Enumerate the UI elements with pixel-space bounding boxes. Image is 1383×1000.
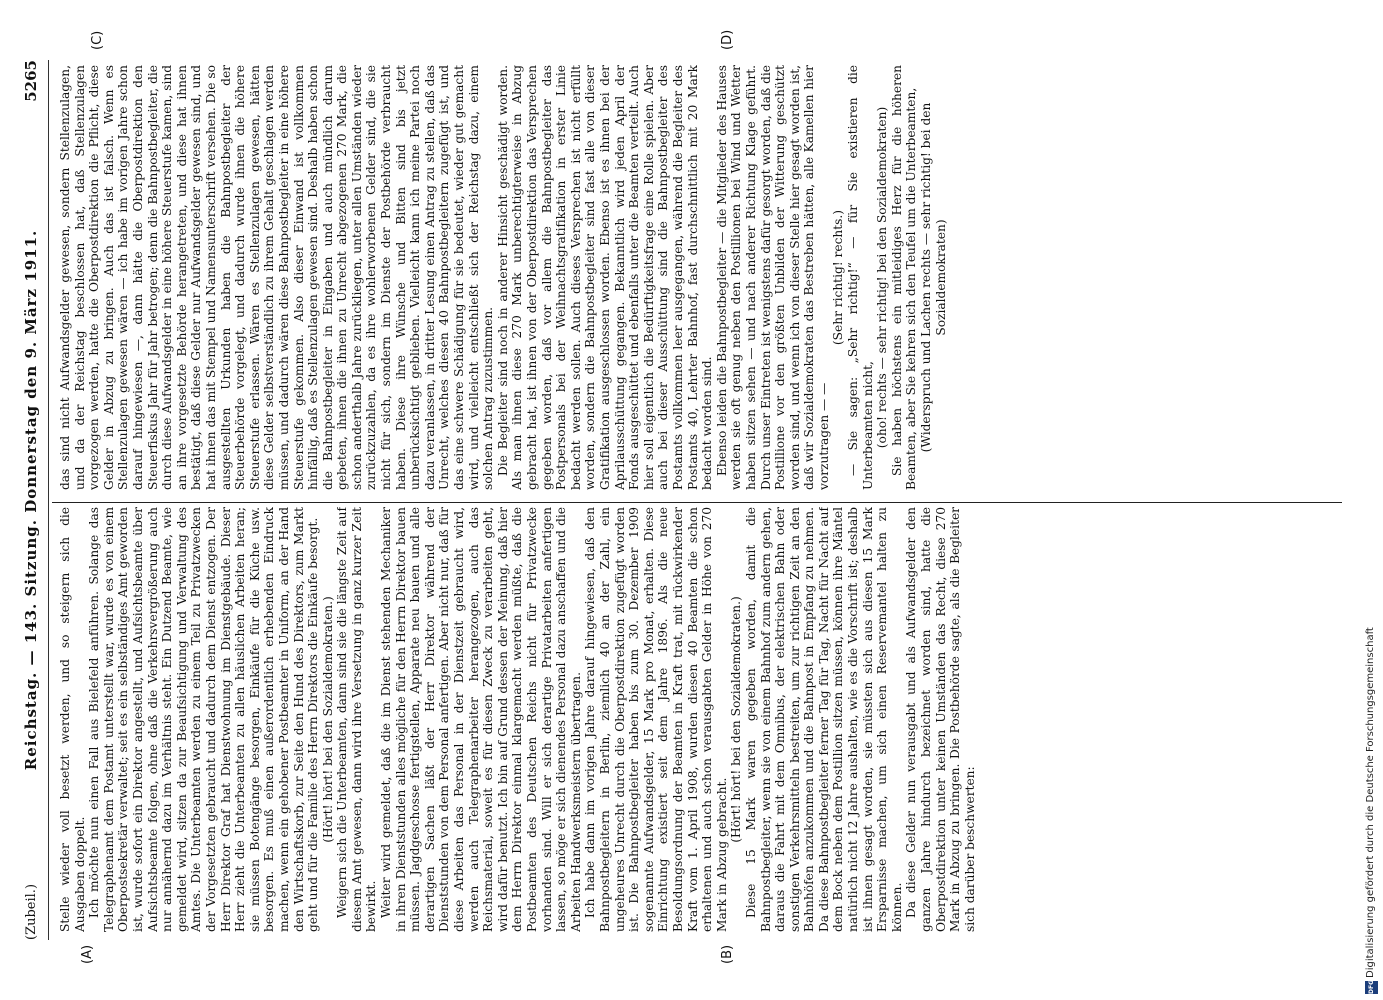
paragraph: Diese 15 Mark waren gegeben worden, damit die Bahnpostbegleiter, wenn sie von einem Bahnhof zum andern gehen, daraus die Fahrt mit dem Omnibus, der elektrischen Bahn oder sonstigen Verkehrsmitteln bestreiten, um zur richtigen Zeit an den Bahnhöfen anzukommen und die Bahnpost in Empfang zu nehmen. Da diese Bahnpostbegleiter ferner Tag für Tag, Nacht für Nacht auf dem Bock neben dem Postillion sitzen müssen, können ihre Mäntel natürlich nicht 12 Jahre aushalten, wie es die Vorschrift ist; deshalb ist ihnen gesagt worden, sie müssten sich aus diesen 15 Mark Ersparnisse machen, um sich einen Reservemantel halten zu können. — [743, 507, 904, 932]
paragraph: Ich habe dann im vorigen Jahre darauf hingewiesen, daß den Bahnpostbegleitern in Berlin, ziemlich 40 an der Zahl, ein ungeheures Unrecht durch die Oberpostdirektion zugefügt worden ist. Die Bahnpostbegleiter haben bis zum 30. Dezember 1909 sogenannte Aufwandsgelder, 15 Mark pro Monat, erhalten. Diese Einrichtung existiert seit dem Jahre 1896. Als die neue Besoldungsordnung der Beamten in Kraft trat, mit rückwirkender Kraft vom 1. April 1908, wurden diesen 40 Beamten die schon erhaltenen und auch schon verausgabten Gelder in Höhe von 270 Mark in Abzug gebracht. — [583, 507, 729, 932]
page-footer — [1362, 0, 1382, 1000]
page-header — [18, 60, 48, 940]
paragraph: Sie haben höchstens ein mitleidiges Herz für die höheren Beamten, aber Sie kehren sich den Teufel um die Unterbeamten, — [889, 65, 919, 490]
interjection: (Widerspruch und Lachen rechts — sehr richtig! bei den Sozialdemokraten) — [919, 102, 948, 453]
paragraph: Weigern sich die Unterbeamten, dann sind sie die längste Zeit auf diesem Amt gewesen, dann wird ihre Versetzung in ganz kurzer Zeit bewirkt. — [335, 507, 379, 932]
dfg-logo-icon: DFG — [1365, 981, 1378, 994]
margin-marker-a: (A) — [80, 944, 95, 964]
margin-marker-d: (D) — [720, 29, 735, 50]
paragraph: das sind nicht Aufwandsgelder gewesen, sondern Stellenzulagen, und da der Reichstag beschlossen hat, daß Stellenzulagen vorgezogen werden, hatte die Oberpostdirektion die Pflicht, diese Gelder in Abzug zu bringen. Auch das ist falsch. Wenn es Stellenzulagen gewesen wären — ich habe im vorigen Jahre schon darauf hingewiesen —, dann hätte die Oberpostdirektion den Steuerfiskus Jahr für Jahr betrogen; denn die Bahnpostbegleiter, die durch diese Aufwandsgelder in eine höhere Steuerstufe kamen, sind an ihre vorgesetzte Behörde herangetreten, und diese hat ihnen bestätigt, daß diese Gelder nur Aufwandsgelder gewesen sind, und hat ihnen das mit Stempel und Namensunterschrift versehen. Die so ausgestellten Urkunden haben die Bahnpostbegleiter der Steuerbehörde vorgelegt, und dadurch wurde ihnen die höhere Steuerstufe erlassen. Wären es Stellenzulagen gewesen, hätten diese Gelder selbstverständlich zu ihrem Gehalt geschlagen werden müssen, und dadurch wären diese Bahnpostbegleiter in eine höhere Steuerstufe gekommen. Also dieser Einwand ist vollkommen hinfällig, daß es Stellenzulagen gewesen sind. Deshalb haben schon die Bahnpostbegleiter in Eingaben und auch mündlich darum gebeten, ihnen die ihnen zu Unrecht abgezogenen 270 Mark, die schon anderthalb Jahre zurückliegen, unter allen Umständen wieder zurückzuzahlen, da es ihre wohlerworbenen Gelder sind, die sie nicht für sich, sondern im Dienste der Postbehörde verbraucht haben. Diese ihre Wünsche und Bitten sind bis jetzt unberücksichtigt geblieben. Vielleicht kann ich meine Partei noch dazu veranlassen, in dritter Lesung einen Antrag zu stellen, daß das Unrecht, welches diesen 40 Bahnpostbegleitern zugefügt ist, und das eine schwere Schädigung für sie bedeutet, wieder gut gemacht wird, und vielleicht entschließt sich der Reichstag dazu, einem solchen Antrag zuzustimmen. — [58, 65, 496, 490]
interjection: (oho! rechts — sehr richtig! bei den Sozialdemokraten) — [875, 106, 890, 449]
interjection: (Sehr richtig! rechts.) — [831, 209, 846, 346]
page-number: 5265 — [22, 60, 40, 102]
header-rule — [48, 60, 49, 940]
speaker-continued: (Zubeil.) — [24, 883, 39, 940]
paragraph: Ebenso leiden die Bahnpostbegleiter — die Mitglieder des Hauses werden sie oft genug neben den Postillionen bei Wind und Wetter haben sitzen sehen — und nach anderer Richtung Klage geführt. Durch unser Eintreten ist wenigstens dafür gesorgt worden, daß die Postillione vor den größten Unbilden der Witterung geschützt worden sind, und wenn ich von dieser Stelle hier gesagt worden ist, daß wir Sozialdemokraten das Bestreben hätten, alle Kamellen hier vorzutragen — — — [714, 65, 831, 490]
paragraph: Ich möchte nun einen Fall aus Bielefeld anführen. Solange das Telegraphenamt dem Postamt unterstellt war, wurde es von einem Oberpostsekretär verwaltet; seit es ein selbständiges Amt geworden ist, wurde sofort ein Direktor angestellt, und Aufsichtsbeamte über Aufsichtsbeamte folgen, ohne daß die Verkehrsvergrößerung auch nur annähernd dazu im Verhältnis steht. Ein Dutzend Beamte, wie gemeldet wird, sitzen da zur Beaufsichtigung und Verwaltung des Amtes. Die Unterbeamten werden zu einem Teil zu Privatzwecken der Vorgesetzten gebraucht und dadurch dem Dienst entzogen. Der Herr Direktor Graf hat Dienstwohnung im Dienstgebäude. Dieser Herr zieht die Unterbeamten zu allen häuslichen Arbeiten heran; sie müssen Botengänge besorgen, Einkäufe für die Küche usw. besorgen. Es muß einen außerordentlich erhebenden Eindruck machen, wenn ein gehobener Postbeamter in Uniform, an der Hand den Wirtschaftskorb, zur Seite den Hund des Direktors, zum Markt geht und für die Familie des Herrn Direktors die Einkäufe besorgt. — [87, 507, 321, 932]
column-divider — [52, 502, 1342, 503]
funding-note: Digitalisierung gefördert durch die Deutsche Forschungsgemeinschaft — [1365, 627, 1376, 978]
paragraph: — Sie sagen: „Sehr richtig!“ — für Sie existieren die Unterbeamten nicht, — [846, 65, 875, 490]
paragraph: Stelle wieder voll besetzt werden, und so steigern sich die Ausgaben doppelt. — [58, 507, 87, 932]
right-column — [58, 65, 1348, 490]
page-title: Reichstag. — 143. Sitzung. Donnerstag den 9. März 1911. — [22, 229, 40, 771]
margin-marker-b: (B) — [720, 944, 735, 964]
paragraph: Weiter wird gemeldet, daß die im Dienst stehenden Mechaniker in ihren Dienststunden alles mögliche für den Herrn Direktor bauen müssen. Jagdgeschosse fertigstellen, Apparate neu bauen und alle derartigen Sachen läßt der Herr Direktor während der Dienststunden von dem Personal anfertigen. Aber nicht nur, daß für diese Arbeiten das Personal in der Dienstzeit gebraucht wird, werden auch Telegraphenarbeiter herangezogen, auch das Reichsmaterial, soweit es für diesen Zweck zu verarbeiten geht, wird dafür benutzt. Ich bin auf Grund dessen der Meinung, daß hier dem Herrn Direktor einmal klargemacht werden müßte, daß die Postbeamten des Deutschen Reichs nicht für Privatzwecke vorhanden sind. Will er sich derartige Privatarbeiten anfertigen lassen, so möge er sich dienendes Personal dazu anschaffen und die Arbeiten Handwerksmeistern übertragen. — [379, 507, 583, 932]
interjection: (Hört! hört! bei den Sozialdemokraten.) — [729, 596, 744, 843]
interjection: (Hört! hört! bei den Sozialdemokraten.) — [320, 596, 335, 843]
left-column — [58, 507, 1348, 932]
margin-marker-c: (C) — [90, 30, 105, 50]
paragraph: Die Begleiter sind noch in anderer Hinsicht geschädigt worden. Als man ihnen diese 270 Mark unberechtigterweise in Abzug gebracht hat, ist ihnen von der Oberpostdirektion das Versprechen gegeben worden, daß vor allem die Bahnpostbegleiter das Postpersonals bei der Weihnachtsgratifikation in erster Linie bedacht werden sollen. Auch dieses Versprechen ist nicht erfüllt worden, sondern die Bahnpostbegleiter sind fast alle von dieser Gratifikation ausgeschlossen worden. Ebenso ist es ihnen bei der Aprilausschüttung gegangen. Bekanntlich wird jeden April der Fonds ausgeschüttet und ebenfalls unter die Beamten verteilt. Auch hier soll eigentlich die Bedürftigkeitsfrage eine Rolle spielen. Aber auch bei dieser Ausschüttung sind die Bahnpostbegleiter des Postamts vollkommen leer ausgegangen, während die Begleiter des Postamts 40, Lehrter Bahnhof, fast durchschnittlich mit 20 Mark bedacht worden sind. — [495, 65, 715, 490]
paragraph: Da diese Gelder nun verausgabt und als Aufwandsgelder den ganzen Jahre hindurch bezeichnet worden sind, hatte die Oberpostdirektion unter keinen Umständen das Recht, diese 270 Mark in Abzug zu bringen. Die Postbehörde sagte, als die Begleiter sich darüber beschwerten: — [904, 507, 977, 932]
